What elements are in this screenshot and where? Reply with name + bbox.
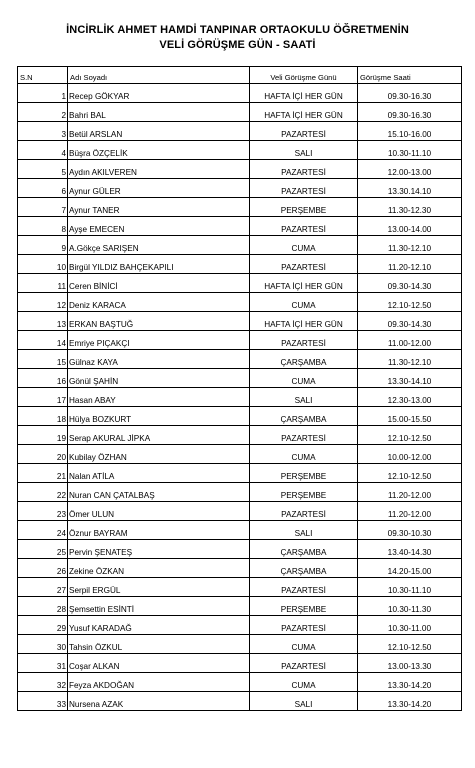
table-row <box>18 388 462 407</box>
meeting-time: 10.30-11.00 <box>358 616 462 635</box>
teacher-name: Emriye PIÇAKÇI <box>68 331 250 350</box>
table-row <box>18 597 462 616</box>
meeting-day: HAFTA İÇİ HER GÜN <box>250 312 358 331</box>
teacher-name: Feyza AKDOĞAN <box>68 673 250 692</box>
meeting-time: 12.10-12.50 <box>358 464 462 483</box>
row-number: 18 <box>18 407 68 426</box>
meeting-day: PAZARTESİ <box>250 179 358 198</box>
meeting-time: 12.00-13.00 <box>358 160 462 179</box>
meeting-day: HAFTA İÇİ HER GÜN <box>250 84 358 103</box>
row-number: 8 <box>18 217 68 236</box>
teacher-name: Ömer ULUN <box>68 502 250 521</box>
teacher-name: Serpil ERGÜL <box>68 578 250 597</box>
meeting-day: CUMA <box>250 293 358 312</box>
row-number: 11 <box>18 274 68 293</box>
teacher-name: Nalan ATİLA <box>68 464 250 483</box>
row-number: 27 <box>18 578 68 597</box>
meeting-day: ÇARŞAMBA <box>250 540 358 559</box>
meeting-day: PAZARTESİ <box>250 654 358 673</box>
document-subtitle: VELİ GÖRÜŞME GÜN - SAATİ <box>159 39 316 51</box>
row-number: 23 <box>18 502 68 521</box>
table-row <box>18 407 462 426</box>
teacher-name: Aynur TANER <box>68 198 250 217</box>
teacher-name: Coşar ALKAN <box>68 654 250 673</box>
table-header-row <box>18 67 462 84</box>
teacher-name: Aydın AKILVEREN <box>68 160 250 179</box>
teacher-name: Nursena AZAK <box>68 692 250 711</box>
meeting-time: 13.30.14.10 <box>358 179 462 198</box>
table-row <box>18 654 462 673</box>
meeting-time: 11.00-12.00 <box>358 331 462 350</box>
column-header-day: Veli Görüşme Günü <box>250 67 358 84</box>
table-row <box>18 635 462 654</box>
teacher-name: Ceren BİNİCİ <box>68 274 250 293</box>
row-number: 15 <box>18 350 68 369</box>
teacher-name: Nuran CAN ÇATALBAŞ <box>68 483 250 502</box>
meeting-time: 15.10-16.00 <box>358 122 462 141</box>
table-row <box>18 255 462 274</box>
meeting-time: 10.00-12.00 <box>358 445 462 464</box>
document-title: İNCİRLİK AHMET HAMDİ TANPINAR ORTAOKULU ÖĞRETMENİN <box>66 24 409 36</box>
column-header-sn: S.N <box>18 67 68 84</box>
table-row <box>18 559 462 578</box>
meeting-time: 11.20-12.00 <box>358 483 462 502</box>
meeting-day: PAZARTESİ <box>250 616 358 635</box>
teacher-name: Birgül YILDIZ BAHÇEKAPILI <box>68 255 250 274</box>
row-number: 13 <box>18 312 68 331</box>
table-row <box>18 464 462 483</box>
meeting-time: 09.30-14.30 <box>358 312 462 331</box>
row-number: 14 <box>18 331 68 350</box>
meeting-day: SALI <box>250 521 358 540</box>
row-number: 6 <box>18 179 68 198</box>
teacher-name: Serap AKURAL JİPKA <box>68 426 250 445</box>
meeting-day: CUMA <box>250 635 358 654</box>
table-row <box>18 84 462 103</box>
table-row <box>18 616 462 635</box>
teacher-name: Büşra ÖZÇELİK <box>68 141 250 160</box>
teacher-name: Recep GÖKYAR <box>68 84 250 103</box>
meeting-time: 10.30-11.10 <box>358 578 462 597</box>
meeting-time: 09.30-16.30 <box>358 84 462 103</box>
teacher-name: Pervin ŞENATEŞ <box>68 540 250 559</box>
row-number: 19 <box>18 426 68 445</box>
row-number: 12 <box>18 293 68 312</box>
meeting-day: ÇARŞAMBA <box>250 559 358 578</box>
table-row <box>18 692 462 711</box>
table-row <box>18 103 462 122</box>
meeting-time: 13.00-13.30 <box>358 654 462 673</box>
teacher-name: Ayşe EMECEN <box>68 217 250 236</box>
row-number: 29 <box>18 616 68 635</box>
meeting-day: PERŞEMBE <box>250 198 358 217</box>
table-body <box>18 84 462 711</box>
row-number: 21 <box>18 464 68 483</box>
meeting-day: CUMA <box>250 673 358 692</box>
meeting-day: PERŞEMBE <box>250 483 358 502</box>
teacher-name: ERKAN BAŞTUĞ <box>68 312 250 331</box>
teacher-schedule-table <box>17 66 462 711</box>
table-row <box>18 312 462 331</box>
table-row <box>18 122 462 141</box>
meeting-time: 13.00-14.00 <box>358 217 462 236</box>
teacher-name: Deniz KARACA <box>68 293 250 312</box>
table-row <box>18 217 462 236</box>
meeting-time: 13.30-14.20 <box>358 673 462 692</box>
row-number: 5 <box>18 160 68 179</box>
meeting-day: PAZARTESİ <box>250 217 358 236</box>
teacher-name: Yusuf KARADAĞ <box>68 616 250 635</box>
row-number: 4 <box>18 141 68 160</box>
table-row <box>18 369 462 388</box>
meeting-day: PERŞEMBE <box>250 464 358 483</box>
meeting-time: 12.10-12.50 <box>358 635 462 654</box>
meeting-time: 12.10-12.50 <box>358 293 462 312</box>
teacher-name: Hülya BOZKURT <box>68 407 250 426</box>
meeting-time: 12.10-12.50 <box>358 426 462 445</box>
teacher-name: Bahri BAL <box>68 103 250 122</box>
meeting-time: 11.30-12.10 <box>358 236 462 255</box>
row-number: 22 <box>18 483 68 502</box>
meeting-time: 11.20-12.00 <box>358 502 462 521</box>
meeting-day: CUMA <box>250 445 358 464</box>
meeting-day: SALI <box>250 388 358 407</box>
table-row <box>18 293 462 312</box>
row-number: 3 <box>18 122 68 141</box>
row-number: 17 <box>18 388 68 407</box>
table-row <box>18 198 462 217</box>
meeting-day: PAZARTESİ <box>250 160 358 179</box>
meeting-day: CUMA <box>250 236 358 255</box>
meeting-day: PERŞEMBE <box>250 597 358 616</box>
row-number: 7 <box>18 198 68 217</box>
meeting-time: 09.30-14.30 <box>358 274 462 293</box>
meeting-day: ÇARŞAMBA <box>250 407 358 426</box>
table-row <box>18 179 462 198</box>
teacher-name: Hasan ABAY <box>68 388 250 407</box>
meeting-time: 11.20-12.10 <box>358 255 462 274</box>
table-row <box>18 350 462 369</box>
teacher-name: Betül ARSLAN <box>68 122 250 141</box>
table-row <box>18 673 462 692</box>
meeting-time: 13.30-14.10 <box>358 369 462 388</box>
row-number: 25 <box>18 540 68 559</box>
meeting-time: 10.30-11.10 <box>358 141 462 160</box>
meeting-day: PAZARTESİ <box>250 426 358 445</box>
row-number: 31 <box>18 654 68 673</box>
table-row <box>18 426 462 445</box>
row-number: 9 <box>18 236 68 255</box>
meeting-day: SALI <box>250 692 358 711</box>
row-number: 28 <box>18 597 68 616</box>
meeting-day: ÇARŞAMBA <box>250 350 358 369</box>
teacher-name: Zekine ÖZKAN <box>68 559 250 578</box>
table-row <box>18 502 462 521</box>
meeting-day: PAZARTESİ <box>250 502 358 521</box>
meeting-time: 12.30-13.00 <box>358 388 462 407</box>
teacher-name: Gülnaz KAYA <box>68 350 250 369</box>
meeting-time: 09.30-16.30 <box>358 103 462 122</box>
table-row <box>18 274 462 293</box>
table-row <box>18 236 462 255</box>
row-number: 16 <box>18 369 68 388</box>
meeting-day: HAFTA İÇİ HER GÜN <box>250 103 358 122</box>
row-number: 24 <box>18 521 68 540</box>
meeting-day: PAZARTESİ <box>250 122 358 141</box>
meeting-day: SALI <box>250 141 358 160</box>
meeting-day: PAZARTESİ <box>250 331 358 350</box>
meeting-time: 15.00-15.50 <box>358 407 462 426</box>
table-row <box>18 160 462 179</box>
row-number: 10 <box>18 255 68 274</box>
table-row <box>18 521 462 540</box>
table-row <box>18 445 462 464</box>
row-number: 20 <box>18 445 68 464</box>
table-row <box>18 540 462 559</box>
teacher-name: Öznur BAYRAM <box>68 521 250 540</box>
table-row <box>18 331 462 350</box>
meeting-day: HAFTA İÇİ HER GÜN <box>250 274 358 293</box>
table-row <box>18 141 462 160</box>
meeting-time: 14.20-15.00 <box>358 559 462 578</box>
teacher-name: A.Gökçe SARIŞEN <box>68 236 250 255</box>
row-number: 1 <box>18 84 68 103</box>
meeting-time: 11.30-12.10 <box>358 350 462 369</box>
meeting-time: 13.30-14.20 <box>358 692 462 711</box>
meeting-time: 09.30-10.30 <box>358 521 462 540</box>
meeting-time: 11.30-12.30 <box>358 198 462 217</box>
meeting-time: 10.30-11.30 <box>358 597 462 616</box>
column-header-time: Görüşme Saati <box>358 67 462 84</box>
column-header-name: Adı Soyadı <box>68 67 250 84</box>
row-number: 2 <box>18 103 68 122</box>
meeting-day: PAZARTESİ <box>250 255 358 274</box>
teacher-name: Aynur GÜLER <box>68 179 250 198</box>
table-row <box>18 483 462 502</box>
teacher-name: Şemsettin ESİNTİ <box>68 597 250 616</box>
row-number: 26 <box>18 559 68 578</box>
row-number: 30 <box>18 635 68 654</box>
teacher-name: Tahsin ÖZKUL <box>68 635 250 654</box>
meeting-day: CUMA <box>250 369 358 388</box>
row-number: 32 <box>18 673 68 692</box>
teacher-name: Kubilay ÖZHAN <box>68 445 250 464</box>
teacher-name: Gönül ŞAHİN <box>68 369 250 388</box>
table-row <box>18 578 462 597</box>
row-number: 33 <box>18 692 68 711</box>
meeting-day: PAZARTESİ <box>250 578 358 597</box>
meeting-time: 13.40-14.30 <box>358 540 462 559</box>
